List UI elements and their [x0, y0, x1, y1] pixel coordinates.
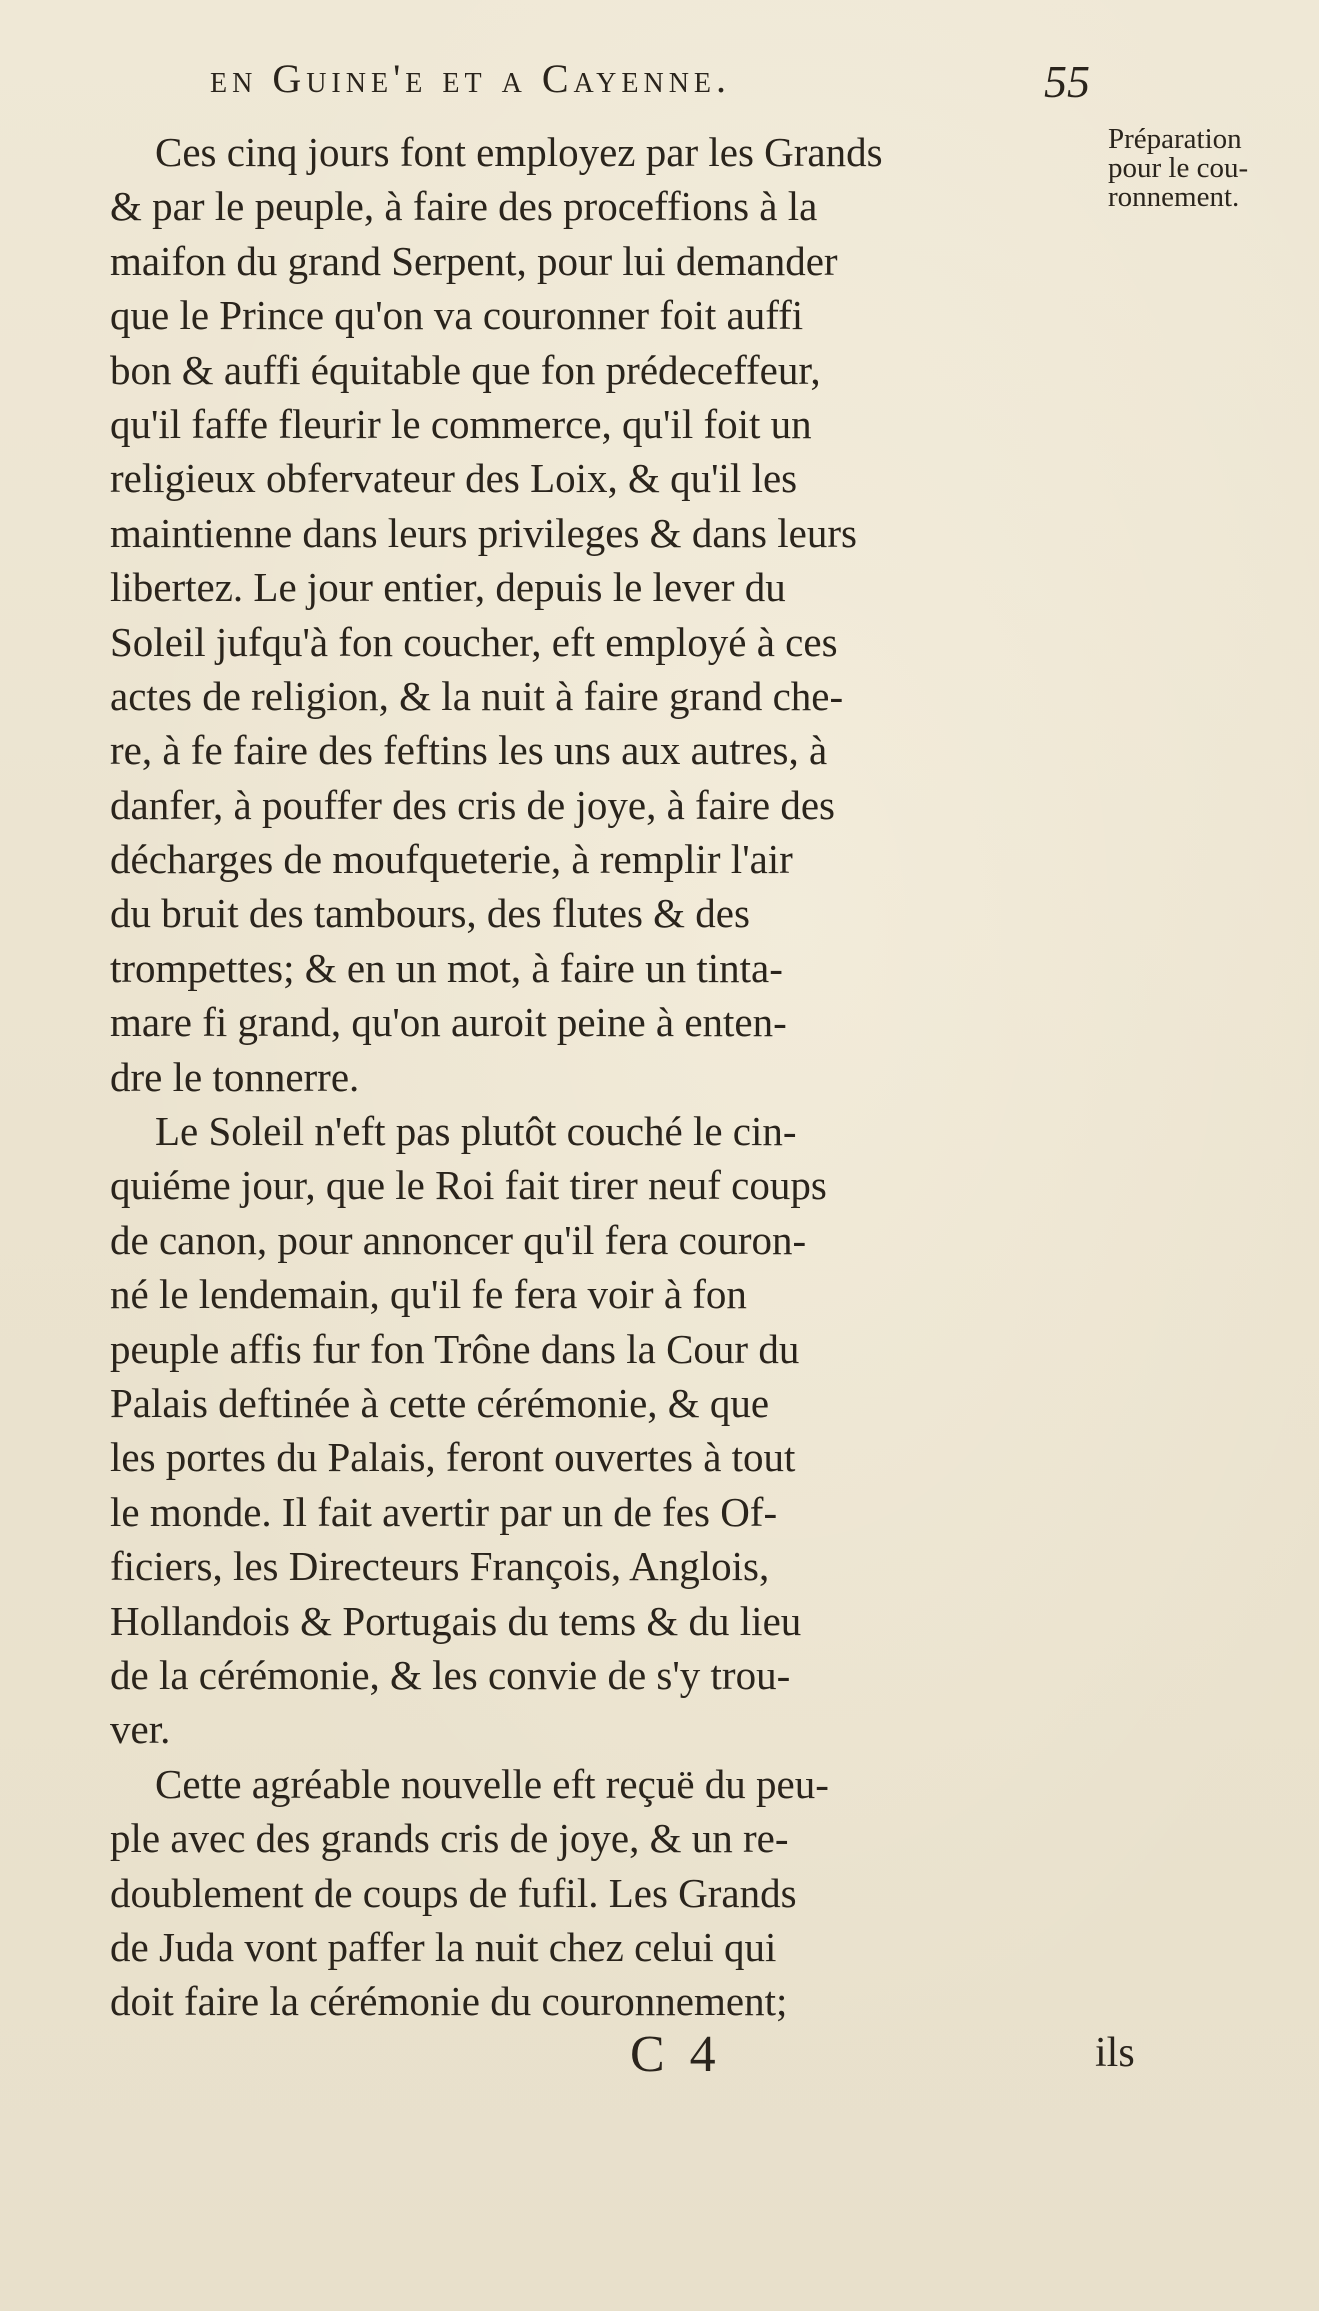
text-line: Cette agréable nouvelle eft reçuë du peu-	[155, 1760, 829, 1807]
signature-mark: C 4	[630, 2026, 722, 2083]
text-line: trompettes; & en un mot, à faire un tinta-	[110, 944, 783, 991]
running-head: en Guine'e et a Cayenne.	[210, 56, 732, 101]
text-line: Le Soleil n'eft pas plutôt couché le cin-	[155, 1108, 797, 1155]
text-line: de la cérémonie, & les convie de s'y trou-	[110, 1651, 791, 1698]
text-line: décharges de moufqueterie, à remplir l'air	[110, 836, 793, 883]
text-line: ple avec des grands cris de joye, & un re-	[110, 1815, 789, 1862]
text-line: ver.	[110, 1706, 171, 1753]
text-line: ficiers, les Directeurs François, Anglois,	[110, 1543, 770, 1590]
text-line: Soleil jufqu'à fon coucher, eft employé à ces	[110, 618, 838, 665]
catchword: ils	[1095, 2030, 1135, 2076]
text-line: né le lendemain, qu'il fe fera voir à fon	[110, 1271, 747, 1318]
text-line: bon & auffi équitable que fon prédeceffeur,	[110, 346, 821, 393]
text-line: libertez. Le jour entier, depuis le lever du	[110, 564, 786, 611]
text-line: maintienne dans leurs privileges & dans leurs	[110, 509, 857, 556]
text-line: Ces cinq jours font employez par les Grands	[155, 129, 883, 175]
text-line: de Juda vont paffer la nuit chez celui qui	[110, 1923, 777, 1970]
margin-note-line: ronnement.	[1108, 181, 1240, 213]
text-line: le monde. Il fait avertir par un de fes Of-	[110, 1488, 778, 1535]
text-line: mare fi grand, qu'on auroit peine à enten-	[110, 999, 787, 1046]
text-line: Palais deftinée à cette cérémonie, & que	[110, 1379, 770, 1426]
text-line: les portes du Palais, feront ouvertes à tout	[110, 1434, 796, 1481]
page-header	[210, 55, 1090, 115]
text-line: doublement de coups de fufil. Les Grands	[110, 1869, 797, 1916]
text-line: peuple affis fur fon Trône dans la Cour du	[110, 1325, 800, 1372]
body-text	[110, 125, 1140, 2029]
page-footer	[110, 2025, 1140, 2105]
text-line: doit faire la cérémonie du couronnement;	[110, 1978, 788, 2025]
text-line: quiéme jour, que le Roi fait tirer neuf coups	[110, 1162, 827, 1209]
text-line: Hollandois & Portugais du tems & du lieu	[110, 1597, 802, 1644]
text-line: re, à fe faire des feftins les uns aux autres, à	[110, 727, 828, 774]
text-line: de canon, pour annoncer qu'il fera couron-	[110, 1216, 807, 1263]
text-line: que le Prince qu'on va couronner foit auffi	[110, 292, 804, 339]
text-line: actes de religion, & la nuit à faire grand che-	[110, 672, 844, 719]
text-line: religieux obfervateur des Loix, & qu'il les	[110, 455, 798, 502]
text-line: maifon du grand Serpent, pour lui demander	[110, 237, 838, 284]
text-line: dre le tonnerre.	[110, 1053, 360, 1100]
text-line: danfer, à pouffer des cris de joye, à faire des	[110, 781, 836, 828]
text-line: & par le peuple, à faire des proceffions à la	[110, 183, 818, 230]
text-line: du bruit des tambours, des flutes & des	[110, 890, 750, 937]
margin-note-line: Préparation	[1108, 123, 1242, 155]
margin-note-line: pour le cou-	[1108, 152, 1249, 184]
text-line: qu'il faffe fleurir le commerce, qu'il foit un	[110, 400, 812, 447]
page-number: 55	[1044, 56, 1090, 107]
